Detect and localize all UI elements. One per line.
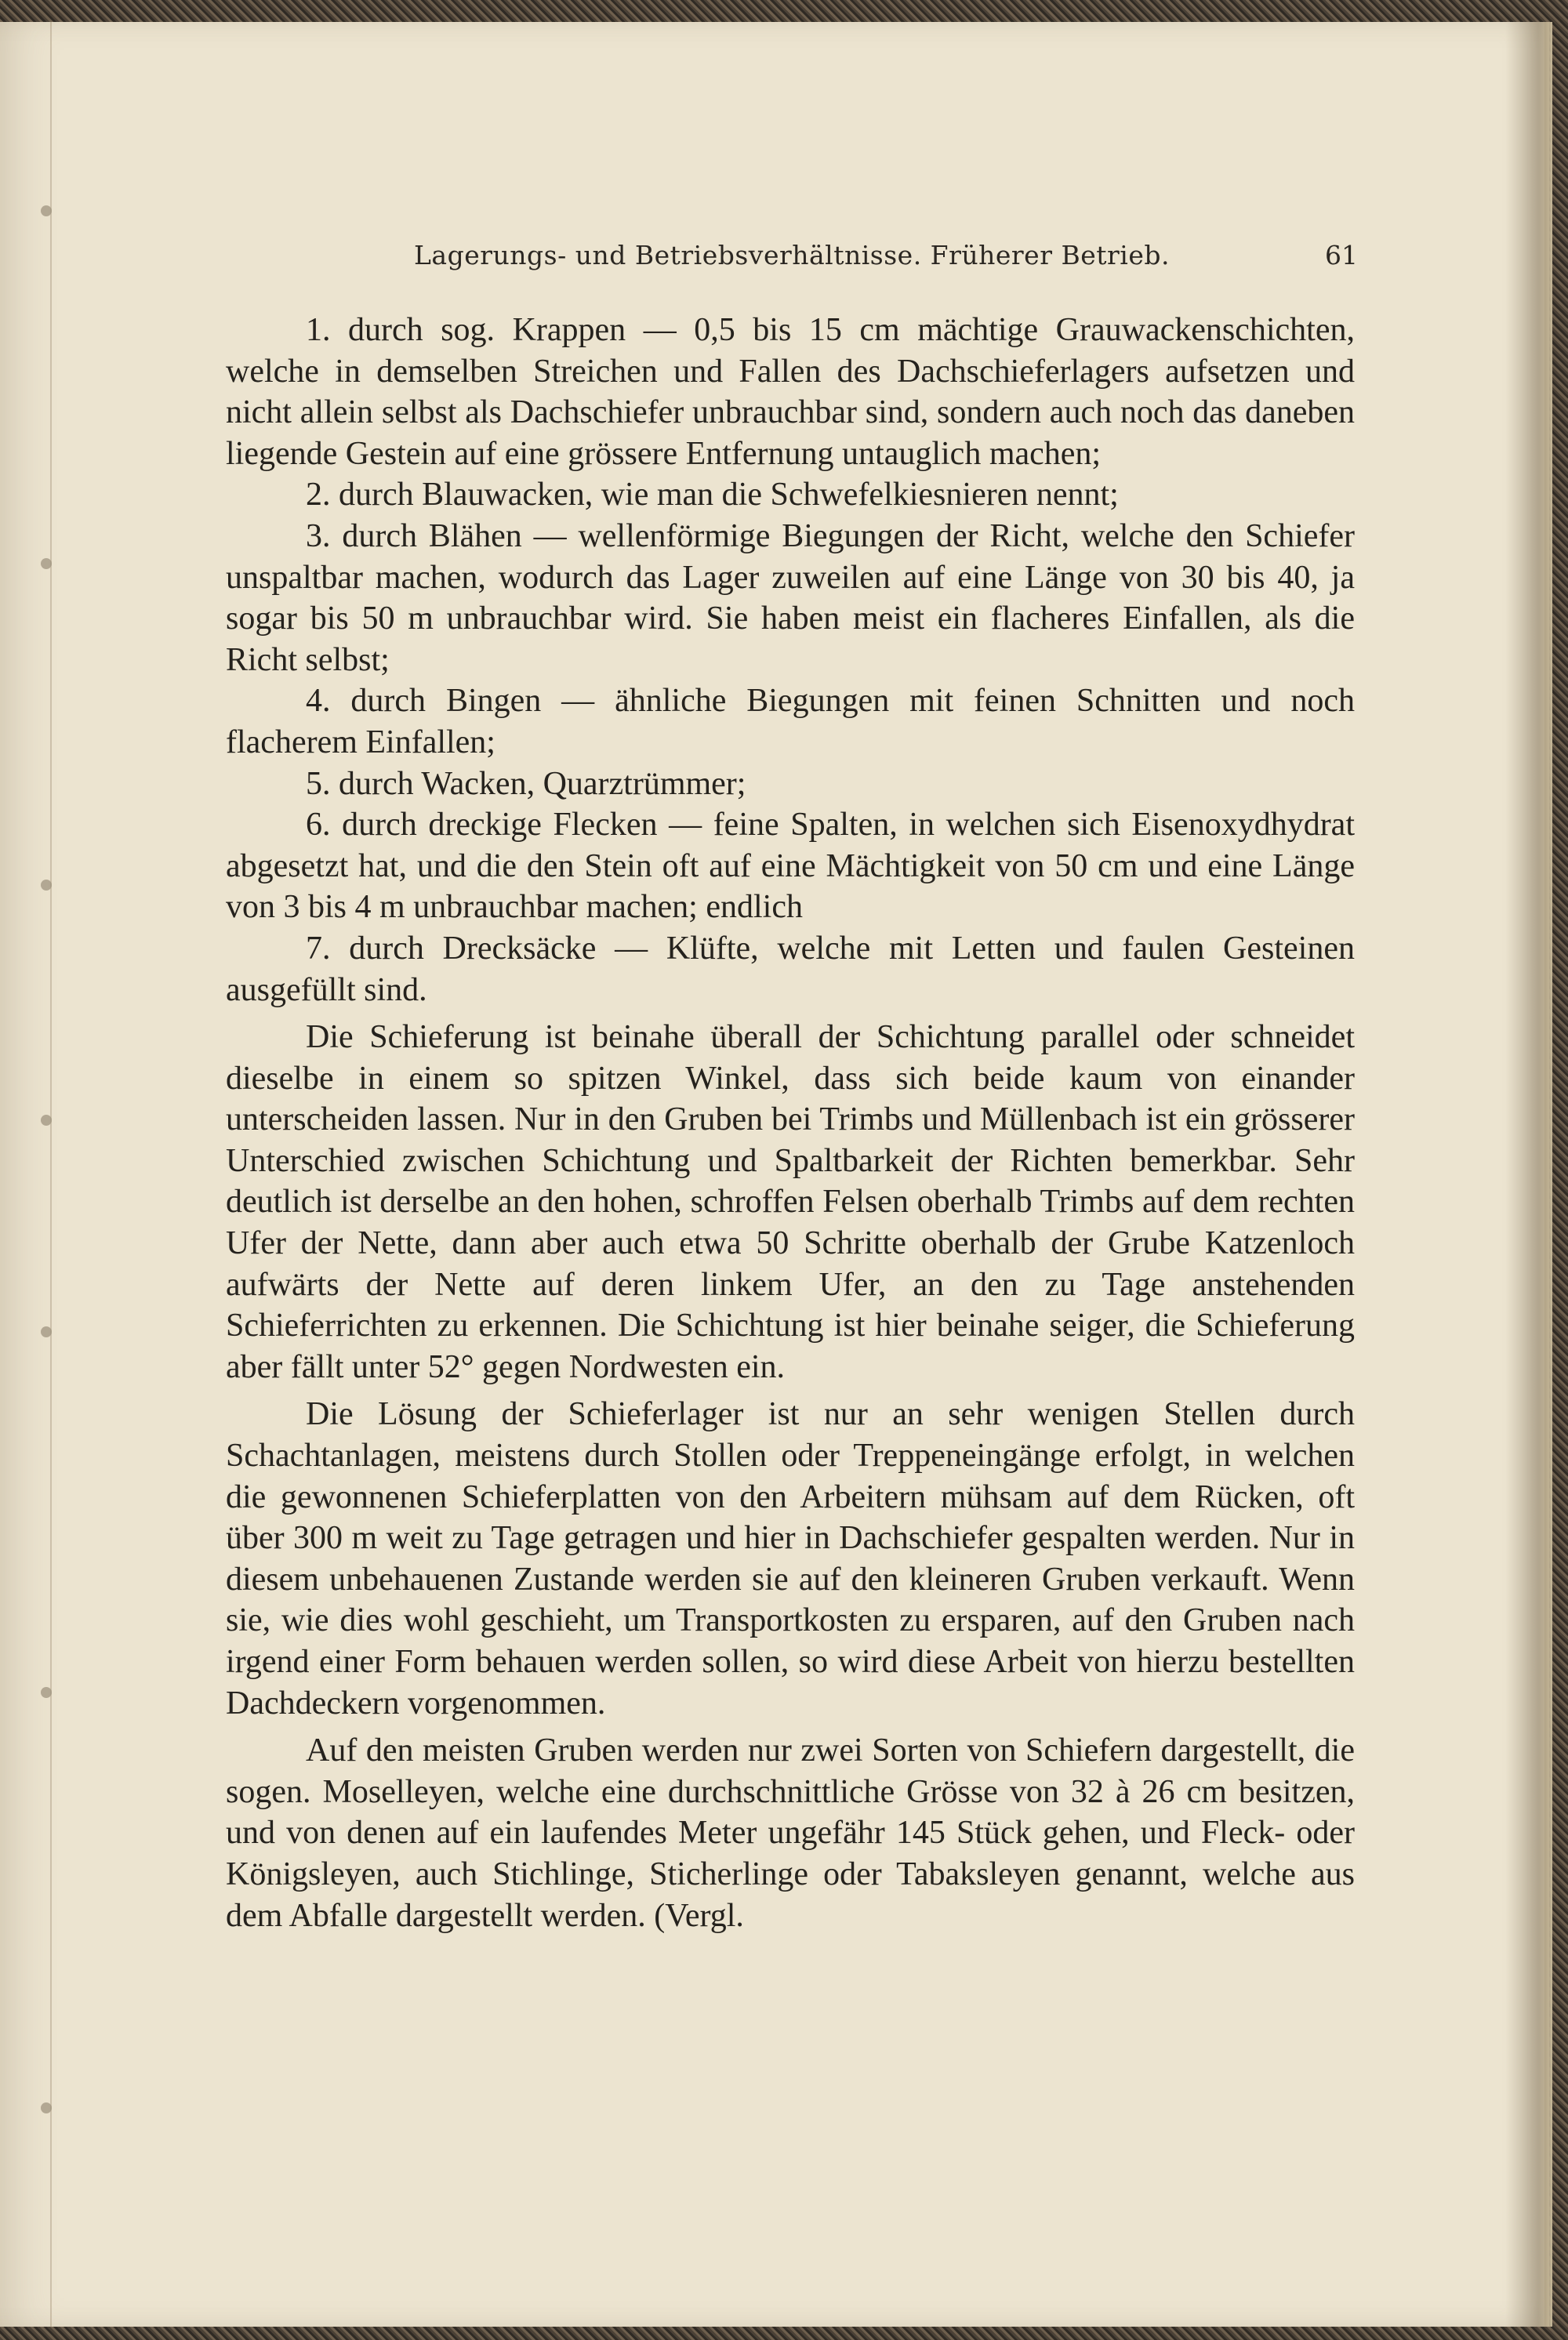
binding-gutter (50, 22, 52, 2327)
paragraph: Auf den meisten Gruben werden nur zwei Sorten von Schiefern dargestellt, die sogen. Moselleyen, welche eine durchschnittliche Grösse von 32 à 26 cm besitzen, und von denen auf ein laufendes Meter ungefähr 145 Stück gehen, und Fleck- oder Königsleyen, auch Stichlinge, Sticherlinge oder Tabaksleyen genannt, welche aus dem Abfalle dargestellt werden. (Vergl. (226, 1732, 1355, 1934)
margin-mark (41, 880, 52, 891)
margin-mark (41, 1687, 52, 1698)
list-item: 4. durch Bingen — ähnliche Biegungen mit feinen Schnitten und noch flacherem Einfallen; (226, 683, 1355, 760)
margin-mark (41, 2102, 52, 2113)
margin-mark (41, 1115, 52, 1126)
margin-mark (41, 1326, 52, 1337)
margin-mark (41, 205, 52, 216)
body-text (226, 310, 1355, 1936)
list-item: 6. durch dreckige Flecken — feine Spalten, in welchen sich Eisenoxydhydrat abgesetzt hat, und die den Stein oft auf eine Mächtigkeit von 50 cm und eine Länge von 3 bis 4 m unbrauchbar machen; endlich (226, 807, 1355, 926)
paragraph: Die Lösung der Schieferlager ist nur an sehr wenigen Stellen durch Schachtanlagen, meistens durch Stollen oder Treppeneingänge erfolgt, in welchen die gewonnenen Schieferplatten von den Arbeitern mühsam auf dem Rücken, oft über 300 m weit zu Tage getragen und hier in Dachschiefer gespalten werden. Nur in diesem unbehauenen Zustande werden sie auf den kleineren Gruben verkauft. Wenn sie, wie dies wohl geschieht, um Transportkosten zu ersparen, auf den Gruben nach irgend einer Form behauen werden sollen, so wird diese Arbeit von hierzu bestellten Dachdeckern vorgenommen. (226, 1396, 1355, 1721)
running-head: Lagerungs- und Betriebsverhältnisse. Früherer Betrieb. (414, 240, 1170, 270)
list-item: 3. durch Blähen — wellenförmige Biegungen der Richt, welche den Schiefer unspaltbar machen, wodurch das Lager zuweilen auf eine Länge von 30 bis 40, ja sogar bis 50 m unbrauchbar wird. Sie haben meist ein flacheres Einfallen, als die Richt selbst; (226, 517, 1355, 678)
paragraph: Die Schieferung ist beinahe überall der Schichtung parallel oder schneidet dieselbe in einem so spitzen Winkel, dass sich beide kaum von einander unterscheiden lassen. Nur in den Gruben bei Trimbs und Müllenbach ist ein grösserer Unterschied zwischen Schichtung und Spaltbarkeit der Richten bemerkbar. Sehr deutlich ist derselbe an den hohen, schroffen Felsen oberhalb Trimbs auf dem rechten Ufer der Nette, dann aber auch etwa 50 Schritte oberhalb der Grube Katzenloch aufwärts der Nette auf deren linkem Ufer, an den zu Tage anstehenden Schieferrichten zu erkennen. Die Schichtung ist hier beinahe seiger, die Schieferung aber fällt unter 52° gegen Nordwesten ein. (226, 1019, 1355, 1385)
list-item: 2. durch Blauwacken, wie man die Schwefelkiesnieren nennt; (306, 477, 1119, 513)
margin-mark (41, 558, 52, 569)
page-number: 61 (1325, 240, 1358, 270)
list-item: 7. durch Drecksäcke — Klüfte, welche mit Letten und faulen Gesteinen ausgefüllt sind. (226, 930, 1355, 1008)
list-item: 5. durch Wacken, Quarztrümmer; (306, 765, 746, 802)
page-fold-shadow (1505, 22, 1552, 2327)
list-item: 1. durch sog. Krappen — 0,5 bis 15 cm mächtige Grauwackenschichten, welche in demselben Streichen und Fallen des Dachschieferlagers aufsetzen und nicht allein selbst als Dachschiefer unbrauchbar sind, sondern auch noch das daneben liegende Gestein auf eine grössere Entfernung untauglich machen; (226, 312, 1355, 472)
